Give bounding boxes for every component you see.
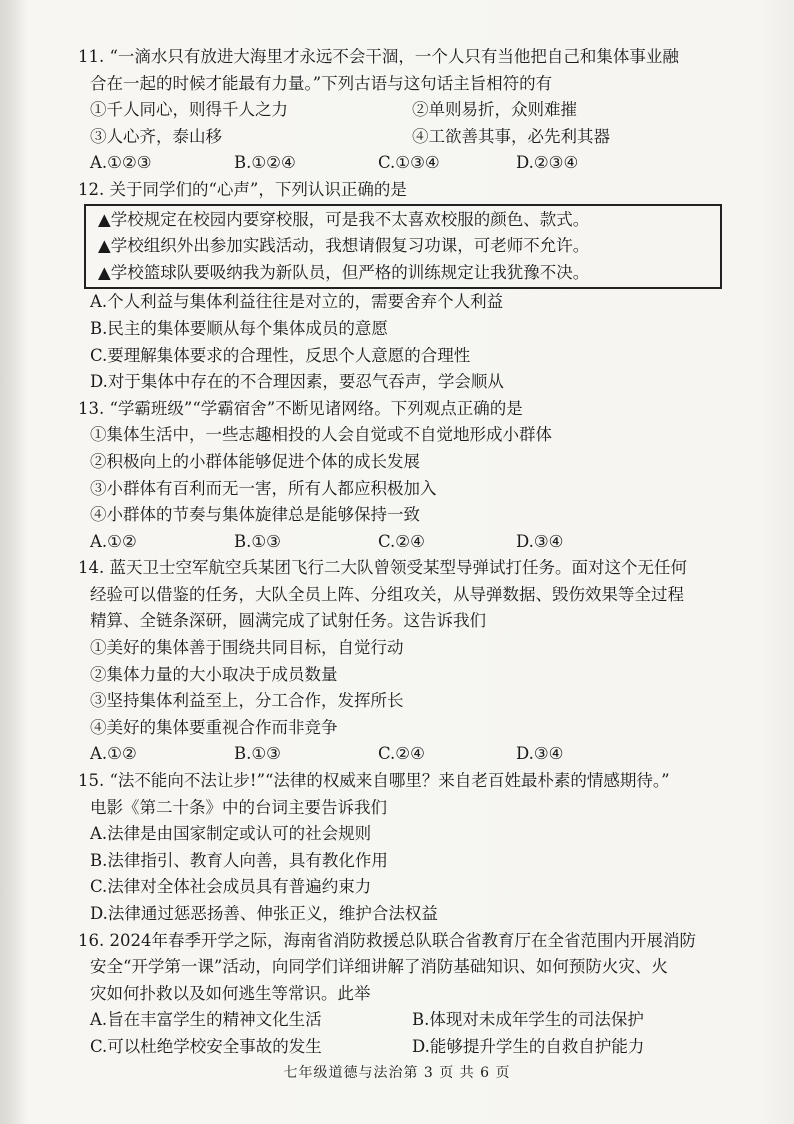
option-row [78, 1007, 728, 1034]
stem-line: 电影《第二十条》中的台词主要告诉我们 [90, 797, 387, 817]
stem-line: 安全“开学第一课”活动，向同学们详细讲解了消防基础知识、如何预防火灾、火 [90, 957, 668, 977]
stem-line: “法不能向不法让步!”“法律的权威来自哪里？来自老百姓最朴素的情感期待。” [109, 771, 670, 791]
question-stem [78, 396, 728, 423]
stem-line: 精算、全链条深研，圆满完成了试射任务。这告诉我们 [90, 611, 486, 631]
stem-line: “学霸班级”“学霸宿舍”不断见诸网络。下列观点正确的是 [109, 398, 523, 418]
option-c[interactable]: C.①③④ [378, 153, 440, 173]
statement: ④美好的集体要重视合作而非竞争 [90, 717, 338, 737]
option-row [78, 529, 728, 556]
question-11 [78, 44, 728, 177]
option-c[interactable]: C.要理解集体要求的合理性，反思个人意愿的合理性 [90, 345, 471, 365]
option-b[interactable]: B.①③ [234, 744, 281, 764]
option-d[interactable]: D.②③④ [516, 153, 579, 173]
option-d[interactable]: D.法律通过惩恶扬善、伸张正义，维护合法权益 [90, 904, 438, 923]
option-c[interactable]: C.可以杜绝学校安全事故的发生 [90, 1036, 322, 1056]
stem-line: 经验可以借鉴的任务，大队全员上阵、分组攻关，从导弹数据、毁伤效果等全过程 [90, 584, 684, 604]
statement: ②单则易折，众则难摧 [412, 100, 577, 120]
question-number: 11. [78, 47, 105, 66]
option-a[interactable]: A.法律是由国家制定或认可的社会规则 [90, 824, 372, 844]
statement: ③坚持集体利益至上，分工合作，发挥所长 [90, 691, 404, 711]
option-row [78, 1034, 728, 1061]
statement: ①千人同心，则得千人之力 [90, 100, 288, 120]
material-line: ▲学校组织外出参加实践活动，我想请假复习功课，可老师不允许。 [98, 236, 590, 256]
option-b[interactable]: B.体现对未成年学生的司法保护 [412, 1010, 644, 1030]
option-d[interactable]: D.③④ [516, 531, 564, 551]
material-box [84, 204, 722, 290]
option-a[interactable]: A.旨在丰富学生的精神文化生活 [90, 1010, 322, 1030]
option-c[interactable]: C.②④ [378, 531, 425, 551]
page-footer: 七年级道德与法治第 3 页 共 6 页 [283, 1065, 511, 1081]
statement: ①集体生活中，一些志趣相投的人会自觉或不自觉地形成小群体 [90, 425, 552, 445]
question-16 [78, 928, 728, 1061]
statement: ④小群体的节奏与集体旋律总是能够保持一致 [90, 505, 420, 525]
option-row [78, 150, 728, 177]
option-a[interactable]: A.个人利益与集体利益往往是对立的，需要舍弃个人利益 [90, 292, 504, 312]
option-b[interactable]: B.①②④ [234, 153, 296, 173]
statement: ③小群体有百利而无一害，所有人都应积极加入 [90, 478, 437, 498]
question-number: 14. [78, 558, 105, 578]
option-a[interactable]: A.①②③ [90, 153, 152, 173]
option-b[interactable]: B.①③ [234, 531, 281, 551]
question-stem [78, 177, 728, 204]
page-edge-shadow [0, 0, 26, 1124]
stem-line: 关于同学们的“心声”，下列认识正确的是 [109, 179, 407, 199]
question-number: 12. [78, 179, 105, 199]
option-b[interactable]: B.民主的集体要顺从每个集体成员的意愿 [90, 318, 388, 338]
question-number: 16. [78, 930, 105, 950]
material-line: ▲学校篮球队要吸纳我为新队员，但严格的训练规定让我犹豫不决。 [98, 262, 590, 282]
option-a[interactable]: A.①② [90, 531, 137, 551]
stem-line: 蓝天卫士空军航空兵某团飞行二大队曾领受某型导弹试打任务。面对这个无任何 [109, 558, 687, 578]
question-stem [78, 555, 728, 582]
question-stem [78, 928, 728, 955]
statement: ③人心齐，泰山移 [90, 126, 222, 146]
question-stem [78, 44, 728, 71]
question-list [78, 44, 728, 1061]
question-15 [78, 768, 728, 928]
statement: ②集体力量的大小取决于成员数量 [90, 664, 338, 684]
statement: ④工欲善其事，必先利其器 [412, 126, 610, 146]
option-row [78, 741, 728, 768]
statement: ②积极向上的小群体能够促进个体的成长发展 [90, 451, 420, 471]
question-14 [78, 555, 728, 768]
option-c[interactable]: C.法律对全体社会成员具有普遍约束力 [90, 877, 372, 897]
statement: ①美好的集体善于围绕共同目标，自觉行动 [90, 638, 404, 658]
statement-row [78, 124, 728, 151]
stem-line: 2024年春季开学之际，海南省消防救援总队联合省教育厅在全省范围内开展消防 [109, 930, 696, 950]
option-b[interactable]: B.法律指引、教育人向善，具有教化作用 [90, 850, 388, 870]
option-d[interactable]: D.能够提升学生的自救自护能力 [412, 1036, 645, 1056]
question-stem [78, 768, 728, 795]
question-12 [78, 177, 728, 396]
statement-row [78, 97, 728, 124]
stem-line: 合在一起的时候才能最有力量。”下列古语与这句话主旨相符的有 [90, 73, 553, 93]
option-c[interactable]: C.②④ [378, 744, 425, 764]
question-number: 13. [78, 398, 105, 418]
stem-line: “一滴水只有放进大海里才永远不会干涸，一个人只有当他把自己和集体事业融 [109, 47, 679, 66]
option-d[interactable]: D.③④ [516, 744, 564, 764]
option-d[interactable]: D.对于集体中存在的不合理因素，要忍气吞声，学会顺从 [90, 372, 504, 392]
option-a[interactable]: A.①② [90, 744, 137, 764]
question-13 [78, 396, 728, 556]
question-number: 15. [78, 771, 105, 791]
stem-line: 灾如何扑救以及如何逃生等常识。此举 [90, 983, 371, 1003]
material-line: ▲学校规定在校园内要穿校服，可是我不太喜欢校服的颜色、款式。 [98, 209, 590, 229]
